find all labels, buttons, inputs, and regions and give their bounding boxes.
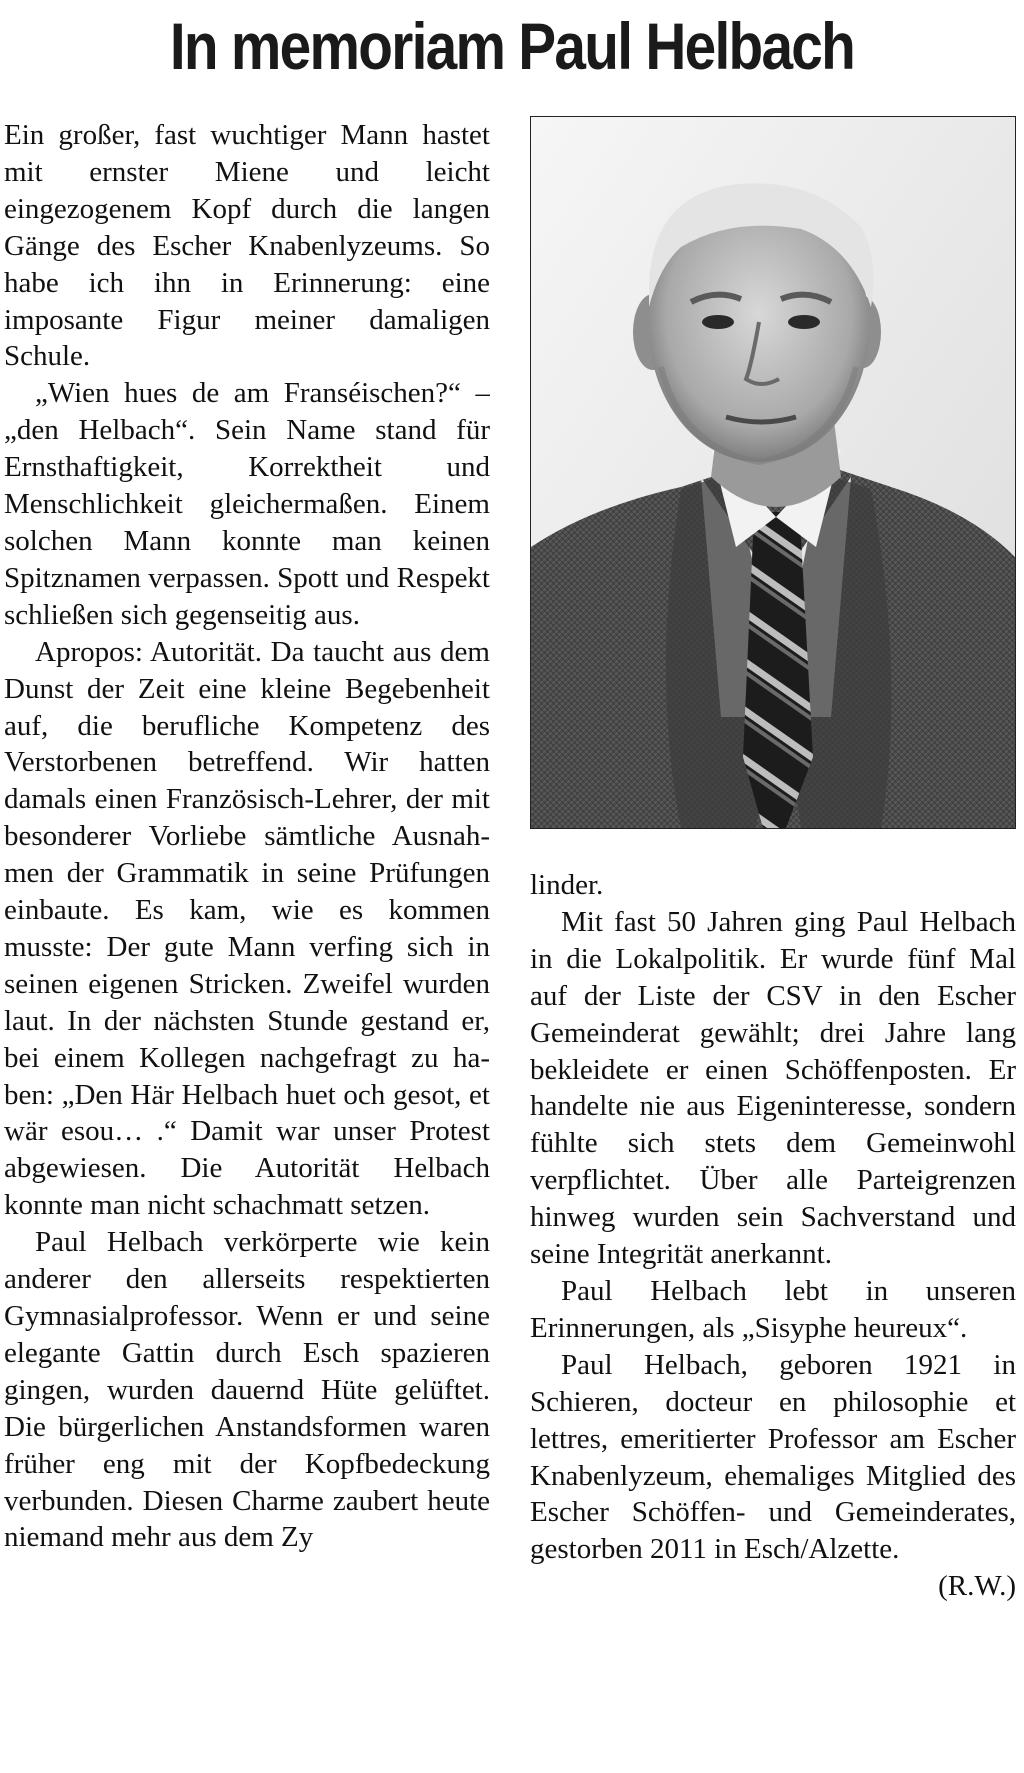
paragraph: Paul Helbach lebt in unseren Erinnerungen, als „Sisyphe heureux“. xyxy=(530,1274,1016,1344)
portrait-photo xyxy=(530,116,1016,829)
paragraph: Apropos: Autorität. Da taucht aus dem Dunst der Zeit eine kleine Begebenheit auf, die berufliche Kompetenz des Verstorbenen betreffend. Wir hatten damals einen Französisch-Lehrer, der mit besonderer Vorliebe sämtliche Ausnahmen der Grammatik in seine Prüfungen einbaute. Es kam, wie es kommen musste: Der gute Mann verfing sich in seinen eigenen Stricken. Zweifel wurden laut. In der nächsten Stunde gestand er, bei einem Kollegen nachgefragt zu haben: „Den Här Helbach huet och gesot, et wär esou… .“ Damit war unser Protest abgewiesen. Die Autorität Helbach konnte man nicht schachmatt setzen. xyxy=(4,635,490,1222)
author-signature: (R.W.) xyxy=(938,1570,1016,1603)
paragraph: „Wien hues de am Franséischen?“ – „den Helbach“. Sein Name stand für Ernsthaftigkeit, Korrektheit und Menschlichkeit gleichermaßen. Einem solchen Mann konnte man keinen Spitznamen verpassen. Spott und Respekt schließen sich gegenseitig aus. xyxy=(4,377,490,631)
paragraph: Paul Helbach, geboren 1921 in Schieren, docteur en philosophie et lettres, emeritierter Professor am Escher Knabenlyzeum, ehemaliges Mitglied des Escher Schöffen- und Gemeinderates, gestorben 2011 in Esch/Alzette. xyxy=(530,1348,1016,1566)
paragraph: Mit fast 50 Jahren ging Paul Helbach in die Lokalpolitik. Er wurde fünf Mal auf der Liste der CSV in den Escher Gemeinderat gewählt; drei Jahre lang bekleidete er einen Schöffenposten. Er handelte nie aus Eigeninteresse, sondern fühlte sich stets dem Gemeinwohl verpflichtet. Über alle Parteigrenzen hinweg wurden sein Sachverstand und seine Integrität anerkannt. xyxy=(530,905,1016,1271)
paragraph: Paul Helbach verkörperte wie kein anderer den allerseits respektierten Gymnasialprofessor. Wenn er und seine elegante Gattin durch Esch spazieren gingen, wurden dauernd Hüte gelüftet. Die bürgerlichen Anstandsformen waren früher eng mit der Kopfbedeckung verbunden. Diesen Charme zaubert heute niemand mehr aus dem Zy xyxy=(4,1226,490,1554)
paragraph: Ein großer, fast wuchtiger Mann hastet mit ernster Miene und leicht eingezogenem Kopf durch die langen Gänge des Escher Knabenlyzeums. So habe ich ihn in Erinnerung: eine imposante Figur meiner damaligen Schule. xyxy=(4,119,490,373)
headline: In memoriam Paul Helbach xyxy=(169,9,855,83)
portrait-photo-graphic xyxy=(531,117,1015,828)
paragraph: linder. xyxy=(530,869,604,901)
article-column-right xyxy=(530,867,1016,1767)
article-column-left xyxy=(4,117,490,1763)
